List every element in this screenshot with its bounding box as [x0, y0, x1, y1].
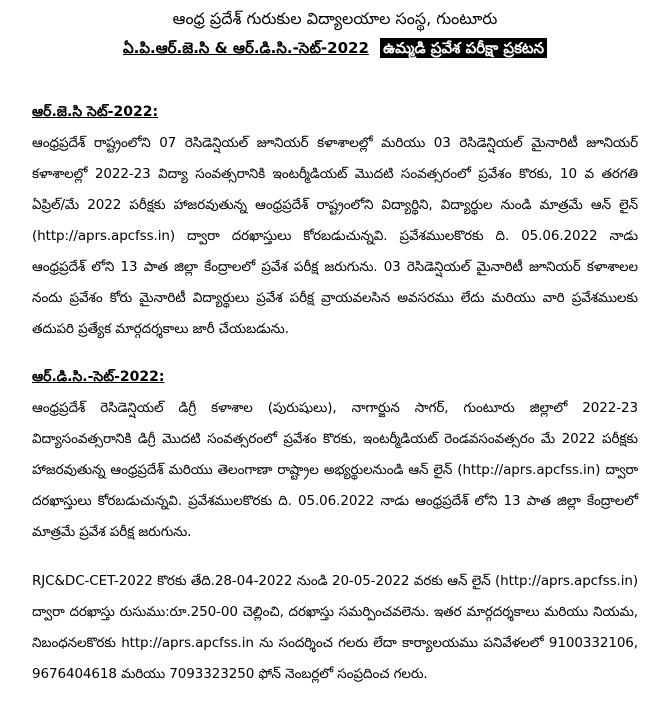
rjc-section: [32, 102, 638, 345]
notice-label: ఉమ్మడి ప్రవేశ పరీక్షా ప్రకటన: [380, 38, 547, 58]
rdc-heading: ఆర్.డి.సి.-సెట్-2022:: [32, 369, 165, 385]
exam-title-line: [32, 36, 638, 60]
organization-title: ఆంధ్ర ప్రదేశ్ గురుకుల విద్యాలయాల సంస్థ, గుంటూరు: [172, 9, 498, 28]
rdc-paragraph: ఆంధ్రప్రదేశ్ రెసిడెన్షియల్ డిగ్రీ కళాశాల (పురుషులు), నాగార్జున సాగర్, గుంటూరు జిల్లాలో 2022-23 విద్యాసంవత్సరానికి డిగ్రీ మొదటి సంవత్సరంలో ప్రవేశం కొరకు, ఇంటర్మీడియట్ రెండవసంవత్సరం మే 2022 పరీక్షకు హాజరవుతున్న ఆంధ్రప్రదేశ్ మరియు తెలంగాణా రాష్ట్రాల అభ్యర్థులనుండి ఆన్ లైన్ (http://aprs.apcfss.in) ద్వారా దరఖాస్తులు కోరబడుచున్నవి. ప్రవేశములకొరకు ది. 05.06.2022 నాడు ఆంధ్రప్రదేశ్ లోని 13 పాత జిల్లా కేంద్రాలలో మాత్రమే ప్రవేశ పరీక్ష జరుగును.: [32, 400, 638, 540]
exam-title: ఏ.పి.ఆర్.జె.సి & ఆర్.డి.సి.-సెట్-2022: [122, 39, 369, 57]
rjc-heading: ఆర్.జె.సి సెట్-2022:: [32, 104, 159, 120]
rdc-section: [32, 367, 638, 548]
rjc-paragraph: ఆంధ్రప్రదేశ్ రాష్ట్రంలోని 07 రెసిడెన్షియల్ జూనియర్ కళాశాలల్లో మరియు 03 రెసిడెన్షియల్ మైనారిటీ జూనియర్ కళాశాలల్లో 2022-23 విద్యా సంవత్సరానికి ఇంటర్మీడియట్ మొదటి సంవత్సరంలో ప్రవేశం కొరకు, 10 వ తరగతి ఏప్రిల్/మే 2022 పరీక్షకు హాజరవుతున్న ఆంధ్రప్రదేశ్ రాష్ట్రంలోని విద్యార్థిని, విద్యార్థుల నుండి మాత్రమే ఆన్ లైన్ (http://aprs.apcfss.in) ద్వారా దరఖాస్తులు కోరబడుచున్నవి. ప్రవేశములకొరకు ది. 05.06.2022 నాడు ఆంధ్రప్రదేశ్ లోని 13 పాత జిల్లా కేంద్రాలలో ప్రవేశ పరీక్ష జరుగును. 03 రెసిడెన్షియల్ మైనారిటీ జూనియర్ కళాశాలల నందు ప్రవేశం కోరు మైనారిటీ విద్యార్థులు ప్రవేశ పరీక్ష వ్రాయవలసిన అవసరము లేదు మరియు వారి ప్రవేశములకు తదుపరి ప్రత్యేక మార్గదర్శకాలు జారీ చేయబడును.: [32, 135, 638, 337]
application-note: RJC&DC-CET-2022 కొరకు తేది.28-04-2022 నుండి 20-05-2022 వరకు ఆన్ లైన్ (http://aprs.apcfss.in) ద్వారా దరఖాస్తు రుసుము:రూ.250-00 చెల్లించి, దరఖాస్తు సమర్పించవలెను. ఇతర మార్గదర్శకాలు మరియు నియమ, నిబంధనలకొరకు http://aprs.apcfss.in ను సందర్శించ గలరు లేదా కార్యాలయము పనివేళలలో 9100332106, 9676404618 మరియు 7093323250 ఫోన్ నెంబర్లలో సంప్రదించ గలరు.: [32, 573, 638, 682]
